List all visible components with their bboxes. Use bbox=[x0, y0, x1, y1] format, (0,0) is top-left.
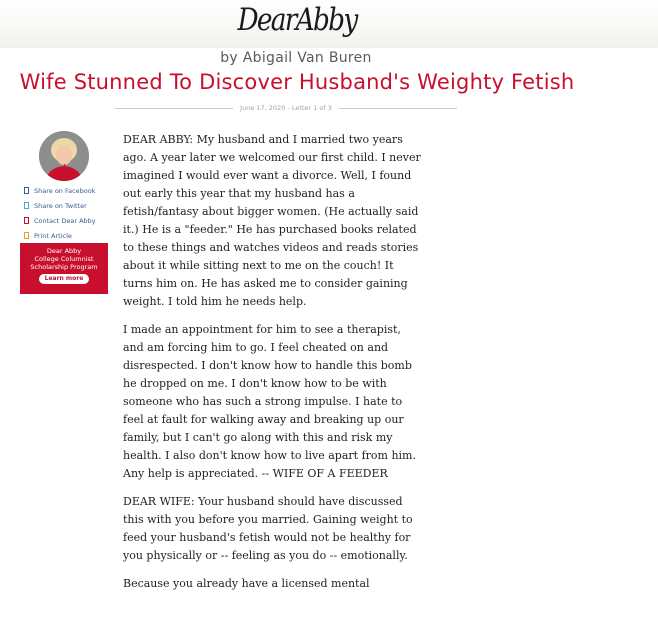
facebook-icon bbox=[24, 187, 29, 194]
share-twitter-link[interactable] bbox=[24, 198, 114, 213]
promo-line: College Columnist bbox=[34, 255, 94, 263]
article-paragraph: I made an appointment for him to see a therapist, and am forcing him to go. I feel cheated on and disrespected. I don't know how to handle this bomb he dropped on me. I don't know how to be with someone who has such a strong impulse. I hate to feel at fault for walking away and breaking up our family, but I can't go along with this and risk my health. I also don't know how to live apart from him. Any help is appreciated. -- WIFE OF A FEEDER bbox=[123, 323, 416, 480]
share-label: Share on Facebook bbox=[34, 186, 96, 195]
promo-line: Scholarship Program bbox=[30, 263, 98, 271]
author-avatar bbox=[39, 131, 89, 181]
learn-more-button[interactable]: Learn more bbox=[39, 274, 90, 284]
divider bbox=[339, 108, 457, 109]
twitter-icon bbox=[24, 202, 29, 209]
share-facebook-link[interactable] bbox=[24, 183, 114, 198]
print-link[interactable] bbox=[24, 228, 114, 243]
share-label: Print Article bbox=[34, 231, 72, 240]
share-label: Share on Twitter bbox=[34, 201, 87, 210]
print-icon bbox=[24, 232, 29, 239]
article-paragraph: DEAR ABBY: My husband and I married two years ago. A year later we welcomed our first child. I never imagined I would ever want a divorce. Well, I found out early this year that my husband has a fetish/fantasy about bigger women. (He actually said it.) He is a "feeder." He has purchased books related to these things and watches videos and reads stories about it while sitting next to me on the couch! It turns him on. He has asked me to consider gaining weight. I told him he needs help. bbox=[123, 133, 421, 308]
dateline bbox=[115, 102, 457, 114]
promo-line: Dear Abby bbox=[46, 247, 82, 255]
article-paragraph: DEAR WIFE: Your husband should have discussed this with you before you married. Gaining weight to feed your husband's fetish would not be healthy for you physically or -- feeling as you do -- emotionally. bbox=[123, 495, 413, 562]
author-portrait bbox=[39, 131, 89, 181]
article-paragraph: Because you already have a licensed mental bbox=[123, 577, 370, 590]
article-body bbox=[123, 131, 421, 603]
divider bbox=[115, 108, 233, 109]
article-date: June 17, 2020 - Letter 1 of 3 bbox=[240, 104, 332, 112]
contact-link[interactable] bbox=[24, 213, 114, 228]
contact-icon bbox=[24, 217, 29, 224]
byline: by Abigail Van Buren bbox=[220, 50, 372, 66]
share-links bbox=[24, 183, 114, 243]
share-label: Contact Dear Abby bbox=[34, 216, 96, 225]
article-headline: Wife Stunned To Discover Husband's Weighty Fetish bbox=[19, 70, 575, 94]
dear-abby-logo[interactable]: DearAbby bbox=[237, 2, 357, 38]
scholarship-promo-banner[interactable] bbox=[20, 243, 108, 294]
